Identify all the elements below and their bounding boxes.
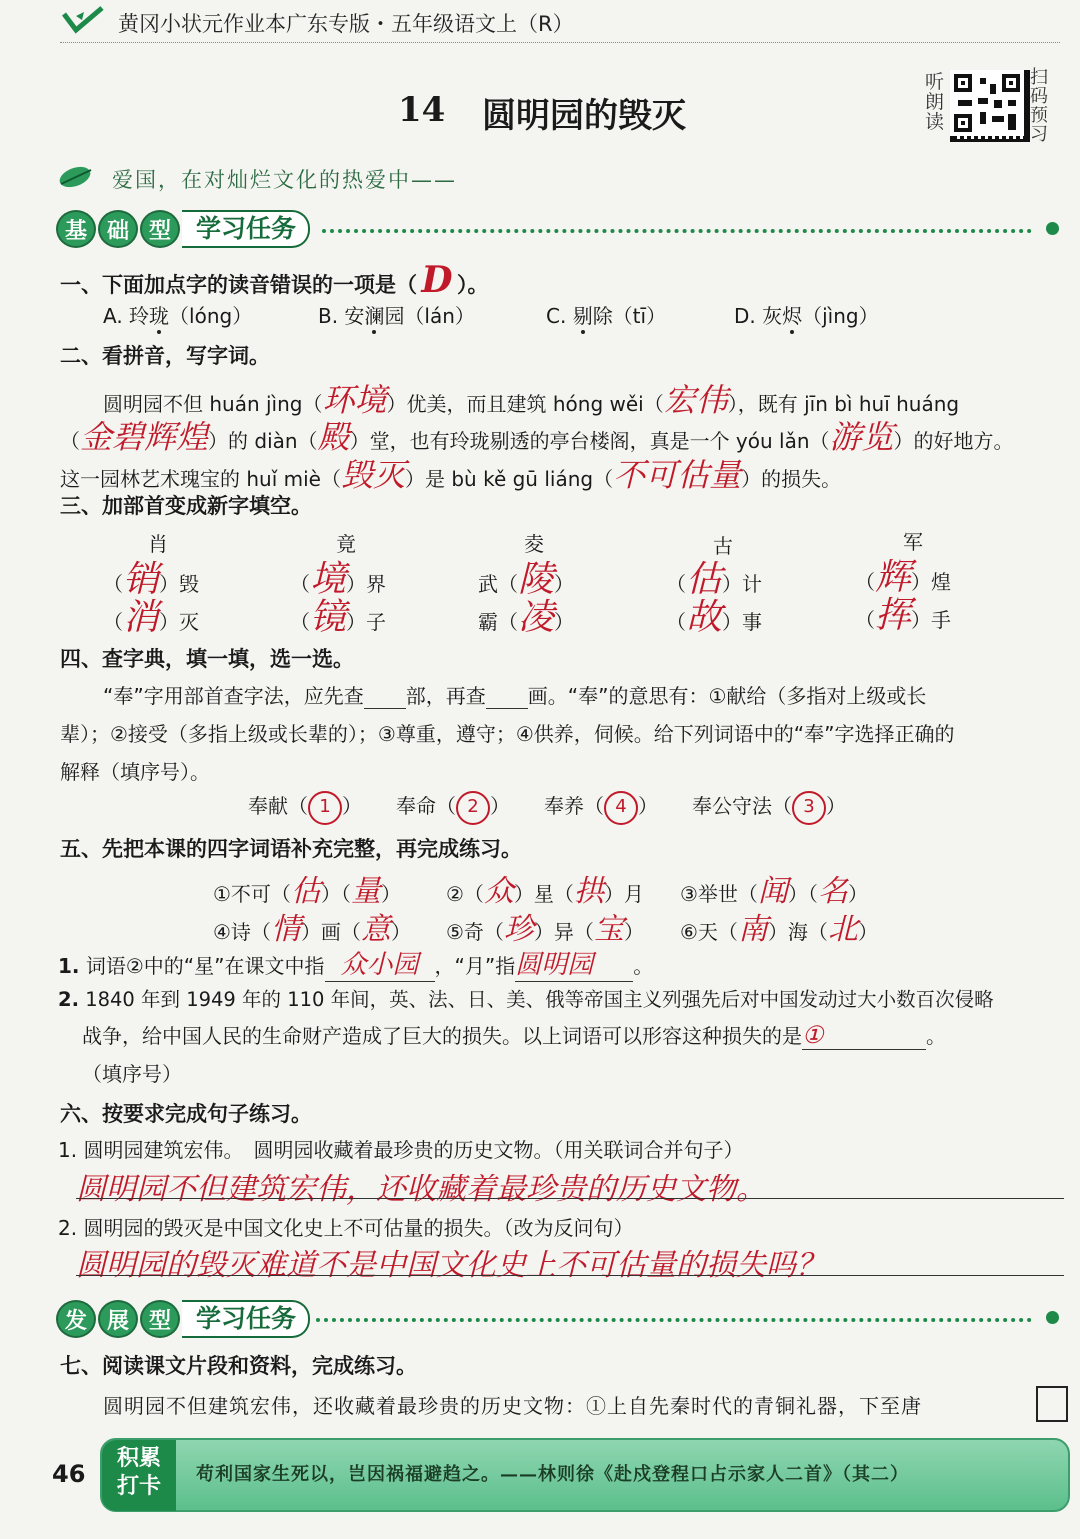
q5-sub-1: 1. 词语②中的“星”在课文中指 众小园 ，“月”指圆明园 。 [58,944,653,982]
q2-answer: 环境 [322,381,387,419]
q5-idiom: ④诗（情）画（意） [213,912,411,947]
footer-tag-top: 积累 [116,1446,161,1471]
qr-left-label: 听朗读 [925,71,945,133]
q3-base: 竟 [336,532,356,556]
q3-title: 三、加部首变成新字填空。 [60,494,312,518]
footer-tag-bottom: 打卡 [116,1474,161,1499]
q6-answer-1: 圆明园不但建筑宏伟，还收藏着最珍贵的历史文物。 [76,1172,766,1207]
section-char: 型 [140,210,180,248]
q6-answer-2: 圆明园的毁灭难道不是中国文化史上不可估量的损失吗？ [76,1248,826,1283]
q3-item: （消）灭 [103,597,200,638]
q1-option-b: B. 安澜园（lán） [318,304,475,328]
q4-para-3: 解释（填序号）。 [60,760,210,784]
q2-answer: 游览 [829,418,894,456]
q3-item: （估）计 [666,559,763,600]
q5-idiom: ③举世（闻）（名） [680,874,868,909]
q2-line-3: 这一园林艺术瑰宝的 huǐ miè（毁灭）是 bù kě gū liáng（不可估量）的损失。 [60,456,842,494]
q4-para-2: 辈）；②接受（多指上级或长辈的）；③尊重，遵守；④供养，伺候。给下列词语中的“奉”字选择正确的 [60,722,955,746]
q3-item: （辉）煌 [855,557,952,598]
q3-item: （销）毁 [103,559,200,600]
section-divider [322,229,1032,233]
q7-answer-box[interactable] [1036,1386,1068,1422]
section-dev-label: 学习任务 [182,1300,310,1338]
q7-passage: 圆明园不但建筑宏伟，还收藏着最珍贵的历史文物：①上自先秦时代的青铜礼器，下至唐 [103,1394,922,1418]
section-dev-banner [56,1300,310,1338]
section-char: 发 [56,1300,96,1338]
q3-item: （境）界 [290,559,387,600]
q2-line-1: 圆明园不但 huán jìng（环境）优美，而且建筑 hóng wěi（宏伟），既有 jīn bì huī huáng [103,381,960,419]
section-divider [316,1318,1032,1322]
lesson-title: 圆明园的毁灭 [482,96,686,136]
section-char: 础 [98,210,138,248]
footer-card-tag [102,1440,176,1511]
q2-answer: 金碧辉煌 [80,418,209,456]
q1-option-d: D. 灰烬（jìng） [734,304,879,328]
q1-answer: D [421,259,453,301]
q5-sub-2-line-1: 2. 1840 年到 1949 年的 110 年间，英、法、日、美、俄等帝国主义列强先后对中国发动过大小数百次侵略 [58,988,994,1011]
q5-idiom: ①不可（估）（量） [213,874,401,909]
footer-quote: 苟利国家生死以，岂因祸福避趋之。——林则徐《赴戍登程口占示家人二首》（其二） [196,1464,909,1485]
q5-idiom: ②（众）星（拱）月 [446,874,644,909]
q5-sub-2-line-3: （填序号） [82,1062,182,1086]
section-char: 型 [140,1300,180,1338]
q3-item: （故）事 [666,597,763,638]
q2-line-2: （金碧辉煌）的 diàn（殿）堂，也有玲珑剔透的亭台楼阁，真是一个 yóu lǎn（游览）的好地方。 [60,418,1014,456]
qr-code-icon[interactable] [950,70,1030,142]
q3-item: （镜）子 [290,597,387,638]
q6-answer-line [76,1198,1064,1199]
section-divider-end [1046,222,1059,235]
q3-base: 夌 [524,532,544,556]
q2-answer: 不可估量 [613,456,742,494]
q2-answer: 毁灭 [340,456,405,494]
header-rule [60,42,1060,43]
q4-item: 奉公守法（ 3 ） [692,790,846,825]
q3-item: （挥）手 [855,595,952,636]
q4-item: 奉养（ 4 ） [544,790,658,825]
q2-answer: 殿 [317,418,350,456]
q1-option-c: C. 剔除（tī） [546,304,667,328]
section-basic-label: 学习任务 [182,210,310,248]
q6-sub-2: 2. 圆明园的毁灭是中国文化史上不可估量的损失。（改为反问句） [58,1216,634,1240]
q4-para-1: “奉”字用部首查字法，应先查 部，再查 画。“奉”的意思有：①献给（多指对上级或长 [103,684,927,708]
section-basic-banner [56,210,310,248]
qr-right-label: 扫码预习 [1030,67,1048,145]
q1-stem: 一、下面加点字的读音错误的一项是（ D ）。 [60,259,489,301]
q3-base: 古 [713,534,733,558]
q6-title: 六、按要求完成句子练习。 [60,1102,312,1126]
q6-answer-line [76,1275,1064,1276]
section-char: 展 [98,1300,138,1338]
q5-idiom: ⑤奇（珍）异（宝） [446,912,644,947]
lesson-number: 14 [398,90,446,130]
leaf-icon [55,162,99,192]
q6-sub-1: 1. 圆明园建筑宏伟。 圆明园收藏着最珍贵的历史文物。（用关联词合并句子） [58,1138,744,1162]
book-title: 黄冈小状元作业本广东专版・五年级语文上（R） [118,12,574,36]
q2-title: 二、看拼音，写字词。 [60,344,270,368]
q3-item: 霸（凌） [478,597,575,638]
logo-icon [62,6,106,34]
q5-idiom: ⑥天（南）海（北） [680,912,878,947]
q4-item: 奉命（ 2 ） [396,790,510,825]
q3-item: 武（陵） [478,559,575,600]
q4-item: 奉献（ 1 ） [248,790,362,825]
q5-sub-2-line-2: 战争，给中国人民的生命财产造成了巨大的损失。以上词语可以形容这种损失的是① 。 [82,1021,946,1049]
q3-base: 军 [903,530,923,554]
section-char: 基 [56,210,96,248]
section-divider-end [1046,1311,1059,1324]
q2-answer: 宏伟 [663,381,728,419]
q4-title: 四、查字典，填一填，选一选。 [60,647,354,671]
q5-title: 五、先把本课的四字词语补充完整，再完成练习。 [60,837,522,861]
page-number: 46 [52,1460,86,1488]
q7-title: 七、阅读课文片段和资料，完成练习。 [60,1354,417,1378]
q1-option-a: A. 玲珑（lóng） [103,304,253,328]
q3-base: 肖 [148,532,168,556]
lesson-subtitle: 爱国，在对灿烂文化的热爱中—— [112,168,457,192]
